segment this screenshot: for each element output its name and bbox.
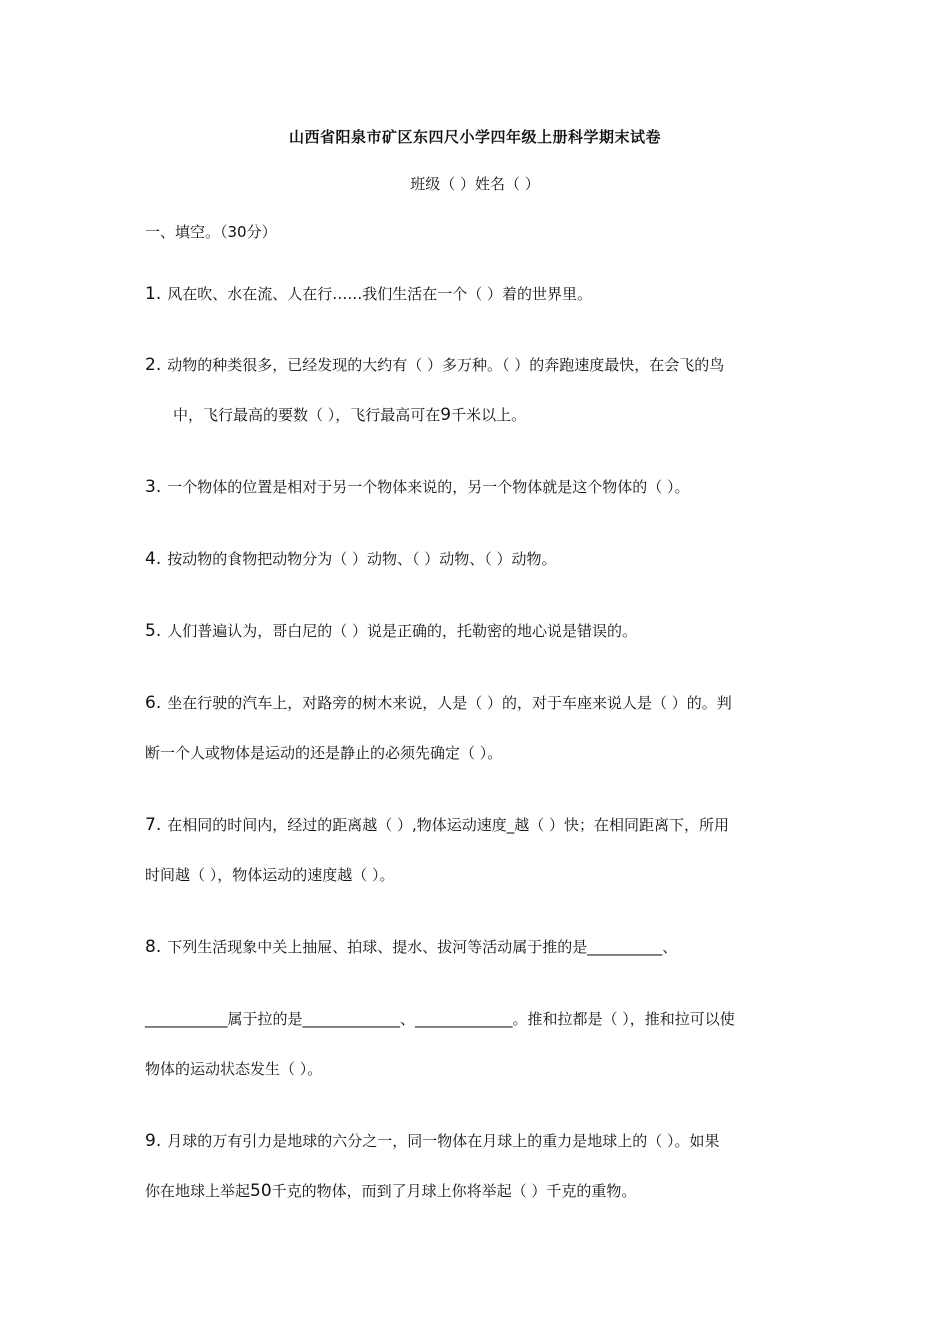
question-text: 你在地球上举起 bbox=[145, 1182, 251, 1200]
question-number: 4. bbox=[145, 549, 162, 569]
question-text: 千米以上。 bbox=[451, 406, 527, 424]
question-text: 时间越（ ），物体运动的速度越（ ）。 bbox=[145, 866, 395, 884]
question-4 bbox=[145, 548, 557, 570]
question-text: 月球的万有引力是地球的六分之一，同一物体在月球上的重力是地球上的（ ）。如果 bbox=[167, 1132, 720, 1150]
question-3 bbox=[145, 476, 690, 498]
question-2 bbox=[145, 354, 724, 376]
question-5 bbox=[145, 620, 637, 642]
question-text: 在相同的时间内，经过的距离越（ ）,物体运动速度_越（ ）快；在相同距离下，所用 bbox=[167, 816, 730, 834]
exam-title: 山西省阳泉市矿区东四尺小学四年级上册科学期末试卷 bbox=[288, 128, 661, 146]
question-6 bbox=[145, 692, 732, 714]
question-6-continued bbox=[145, 742, 502, 764]
question-number: 1. bbox=[145, 284, 162, 304]
question-number-value: 50 bbox=[250, 1181, 272, 1201]
question-1 bbox=[145, 283, 592, 305]
question-text: 按动物的食物把动物分为（ ）动物、（ ）动物、（ ）动物。 bbox=[167, 550, 557, 568]
question-number: 7. bbox=[145, 815, 162, 835]
question-text: 下列生活现象中关上抽屉、拍球、提水、拔河等活动属于推的是__________、 bbox=[167, 938, 678, 956]
section-heading: 一、填空。（30分） bbox=[145, 223, 277, 241]
question-9-continued bbox=[145, 1180, 636, 1202]
question-9 bbox=[145, 1130, 720, 1152]
question-2-continued bbox=[173, 404, 526, 426]
question-text: 千克的物体，而到了月球上你将举起（ ）千克的重物。 bbox=[271, 1182, 637, 1200]
question-number: 6. bbox=[145, 693, 162, 713]
question-text: ___________属于拉的是_____________、_____________。推和拉都是（ ），推和拉可以使 bbox=[145, 1010, 735, 1028]
question-7 bbox=[145, 814, 729, 836]
question-text: 动物的种类很多，已经发现的大约有（ ）多万种。（ ）的奔跑速度最快，在会飞的鸟 bbox=[167, 356, 725, 374]
question-7-continued bbox=[145, 864, 395, 886]
question-text: 物体的运动状态发生（ ）。 bbox=[145, 1060, 323, 1078]
question-number: 3. bbox=[145, 477, 162, 497]
question-text: 中，飞行最高的要数（ ），飞行最高可在 bbox=[173, 406, 441, 424]
question-8-continued bbox=[145, 1008, 735, 1030]
question-8-continued-2 bbox=[145, 1058, 322, 1080]
question-text: 风在吹、水在流、人在行……我们生活在一个（ ）着的世界里。 bbox=[167, 285, 593, 303]
question-number: 8. bbox=[145, 937, 162, 957]
question-text: 人们普遍认为，哥白尼的（ ）说是正确的，托勒密的地心说是错误的。 bbox=[167, 622, 638, 640]
question-number: 5. bbox=[145, 621, 162, 641]
class-name-line: 班级（ ）姓名（ ） bbox=[410, 175, 540, 193]
question-number: 9. bbox=[145, 1131, 162, 1151]
question-text: 断一个人或物体是运动的还是静止的必须先确定（ ）。 bbox=[145, 744, 503, 762]
question-8 bbox=[145, 936, 677, 958]
question-text: 一个物体的位置是相对于另一个物体来说的，另一个物体就是这个物体的（ ）。 bbox=[167, 478, 690, 496]
question-text: 坐在行驶的汽车上，对路旁的树木来说，人是（ ）的，对于车座来说人是（ ）的。判 bbox=[167, 694, 732, 712]
question-number: 2. bbox=[145, 355, 162, 375]
question-number-value: 9 bbox=[440, 405, 452, 425]
